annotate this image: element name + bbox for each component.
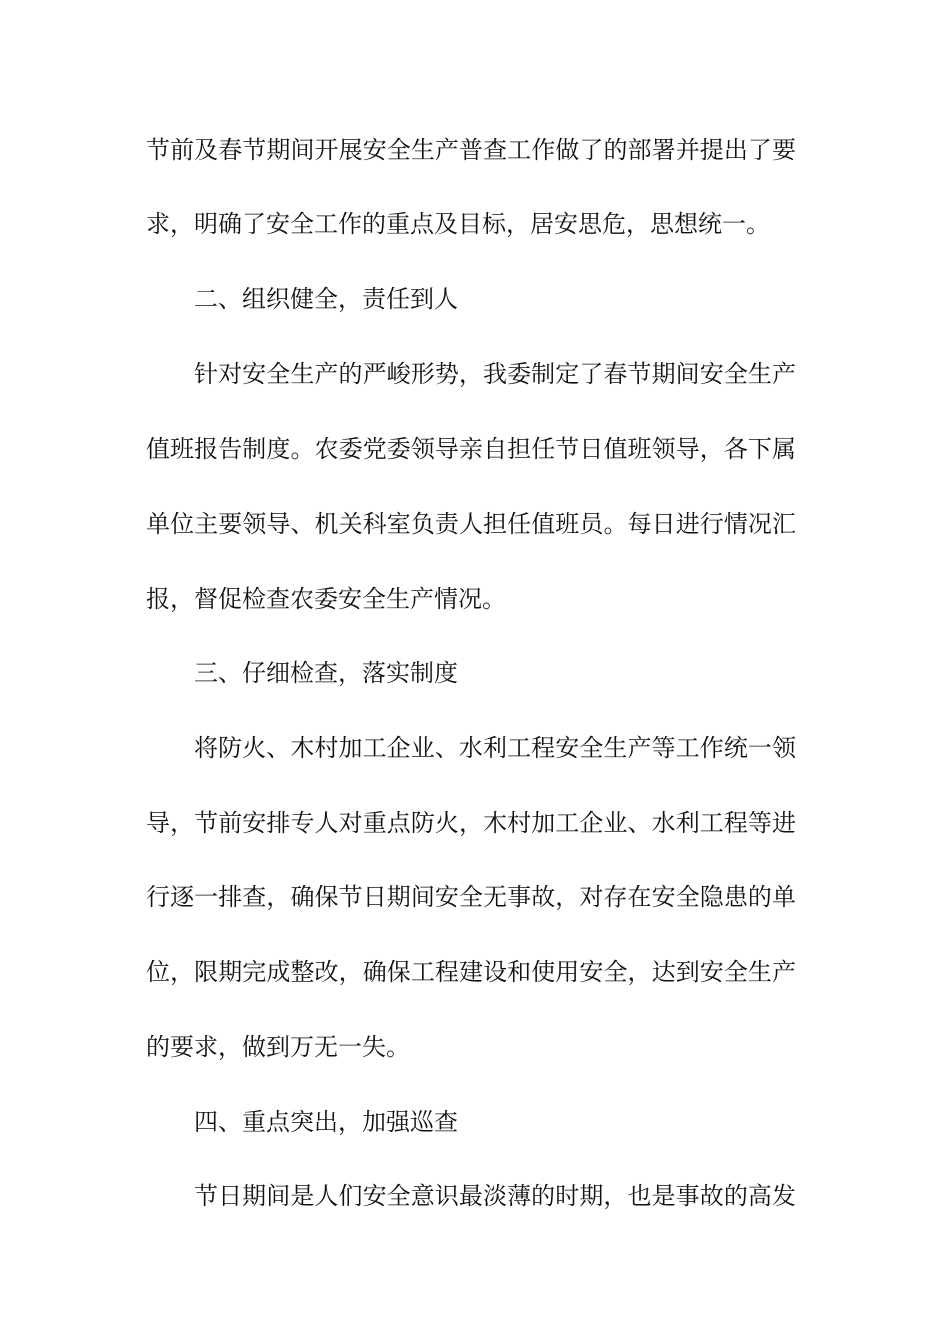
paragraph-line: 针对安全生产的严峻形势，我委制定了春节期间安全生产 xyxy=(194,360,796,388)
section-heading: 二、组织健全，责任到人 xyxy=(194,285,458,313)
paragraph-line: 值班报告制度。农委党委领导亲自担任节日值班领导，各下属 xyxy=(146,435,796,463)
paragraph-line: 报，督促检查农委安全生产情况。 xyxy=(146,585,506,613)
paragraph-line: 的要求，做到万无一失。 xyxy=(146,1033,410,1061)
paragraph-line: 行逐一排查，确保节日期间安全无事故，对存在安全隐患的单 xyxy=(146,883,796,911)
paragraph-line: 节日期间是人们安全意识最淡薄的时期，也是事故的高发 xyxy=(194,1182,796,1210)
paragraph-line: 位，限期完成整改，确保工程建设和使用安全，达到安全生产 xyxy=(146,958,796,986)
paragraph-line: 导，节前安排专人对重点防火，木村加工企业、水利工程等进 xyxy=(146,809,796,837)
paragraph-line: 单位主要领导、机关科室负责人担任值班员。每日进行情况汇 xyxy=(146,510,796,538)
paragraph-line: 节前及春节期间开展安全生产普查工作做了的部署并提出了要 xyxy=(146,136,796,164)
paragraph-line: 求，明确了安全工作的重点及目标，居安思危，思想统一。 xyxy=(146,210,770,238)
paragraph-line: 将防火、木村加工企业、水利工程安全生产等工作统一领 xyxy=(194,734,796,762)
section-heading: 四、重点突出，加强巡查 xyxy=(194,1108,458,1136)
section-heading: 三、仔细检查，落实制度 xyxy=(194,659,458,687)
